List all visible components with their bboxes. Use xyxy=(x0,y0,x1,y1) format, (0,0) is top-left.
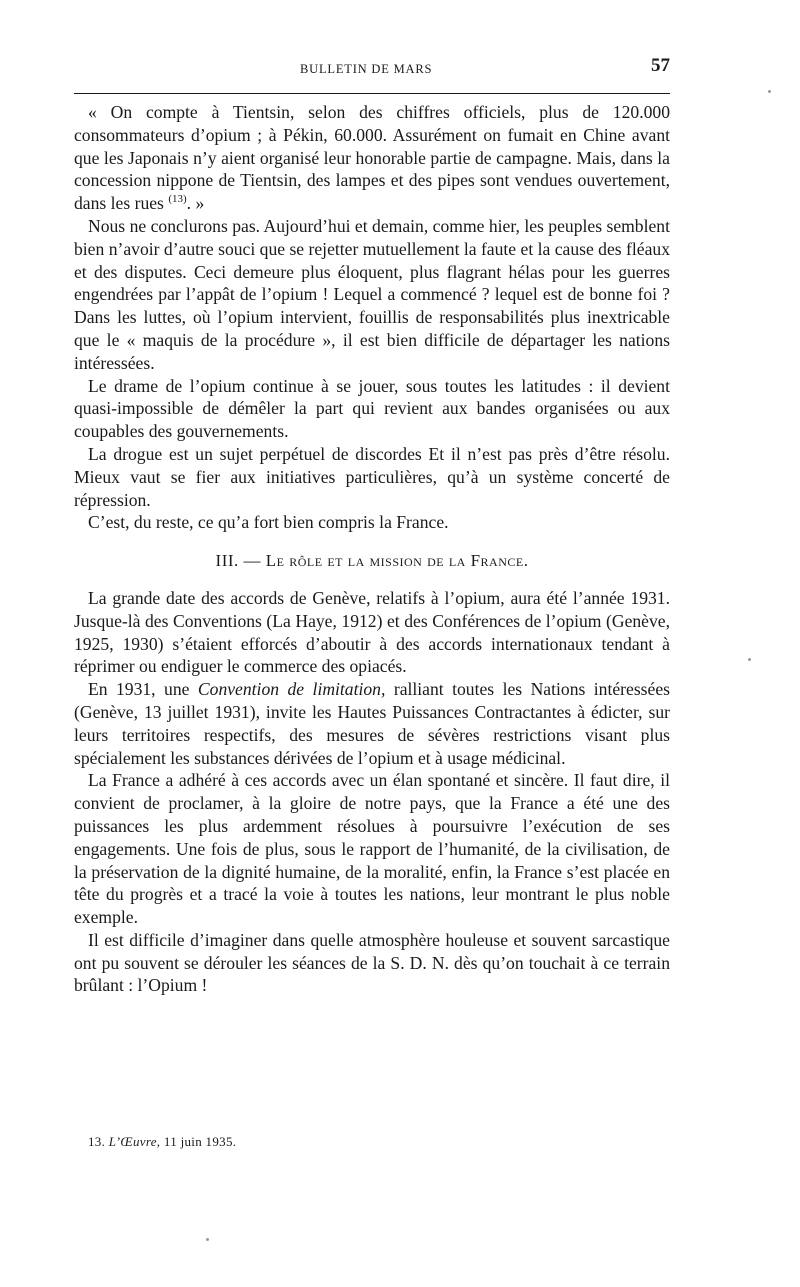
quote-end: . » xyxy=(186,193,205,214)
page-number: 57 xyxy=(651,55,670,76)
paragraph: C’est, du reste, ce qu’a fort bien compris la France. xyxy=(88,512,449,533)
footnote xyxy=(88,1134,236,1150)
footnote-source: L’Œuvre, xyxy=(108,1134,161,1149)
paragraph: Nous ne conclurons pas. Aujourd’hui et demain, comme hier, les peuples semblent bien n’avoir d’autre souci que se rejetter mutuellement la faute et la cause des fléaux et des disputes. Ceci demeure plus éloquent, plus flagrant hélas pour les guerres engendrées par l’appât de l’opium ! Lequel a commencé ? lequel est de bonne foi ? Dans les luttes, où l’opium intervient, fouillis de responsabilités plus inextricable que le « maquis de la procédure », il est bien difficile de départager les nations intéressées. xyxy=(74,215,670,373)
paragraph: La France a adhéré à ces accords avec un élan spontané et sincère. Il faut dire, il convient de proclamer, à la gloire de notre pays, que la France a été une des puissances les plus ardemment résolues à poursuivre l’exécution de ses engagements. Une fois de plus, sous le rapport de l’humanité, de la civilisation, de la préservation de la dignité humaine, de la moralité, enfin, la France s’est placée en tête du progrès et a tracé la voie à toutes les nations, leur montrant le plus noble exemple. xyxy=(74,770,670,928)
text-run: En 1931, une xyxy=(88,679,190,700)
section-heading: III. — Le rôle et la mission de la France. xyxy=(215,551,529,571)
paragraph: Il est difficile d’imaginer dans quelle atmosphère houleuse et souvent sarcastique ont pu souvent se dérouler les séances de la S. D. N. dès qu’on touchait à ce terrain brûlant : l’Opium ! xyxy=(74,929,670,996)
header-rule xyxy=(74,93,670,94)
paragraph: La grande date des accords de Genève, relatifs à l’opium, aura été l’année 1931. Jusque-là des Conventions (La Haye, 1912) et des Conférences de l’opium (Genève, 1925, 1930) s’étaient efforcés d’aboutir à des accords internationaux tendant à réprimer ou endiguer le commerce des opiacés. xyxy=(74,587,670,677)
page-header xyxy=(74,52,670,84)
paragraph: Le drame de l’opium continue à se jouer, sous toutes les latitudes : il devient quasi-impossible de démêler la part qui revient aux bandes organisées ou aux coupables des gouvernements. xyxy=(74,375,670,442)
paragraph: La drogue est un sujet perpétuel de discordes Et il n’est pas près d’être résolu. Mieux vaut se fier aux initiatives particulières, qu’à un système concerté de répression. xyxy=(74,443,670,510)
footnote-date: 11 juin 1935. xyxy=(163,1134,237,1149)
footnote-number: 13. xyxy=(88,1134,106,1149)
article-body xyxy=(74,101,670,997)
quote-text: « On compte à Tientsin, selon des chiffres officiels, plus de 120.000 consommateurs d’opium ; à Pékin, 60.000. Assurément on fumait en Chine avant que les Japonais n’y aient organisé leur honorable partie de campagne. Mais, dans la concession nippone de Tientsin, des lampes et des pipes sont vendues ouvertement, dans les rues xyxy=(74,102,670,214)
paper-speck xyxy=(748,658,751,661)
running-title: BULLETIN DE MARS xyxy=(300,62,433,76)
footnote-reference: (13) xyxy=(168,193,187,206)
paper-speck xyxy=(206,1238,209,1241)
text-run: ralliant toutes les Nations intéressées (Genève, 13 juillet 1931), invite les Hautes Puissances Contractantes à édicter, sur leurs territoires respectifs, des mesures de sévères restrictions visant plus spécialement les substances dérivées de l’opium et à usage médicinal. xyxy=(74,679,670,768)
paragraph xyxy=(74,678,670,769)
italic-title: Convention de limitation, xyxy=(197,679,386,700)
paper-speck xyxy=(768,90,771,93)
paragraph-quote xyxy=(74,101,670,215)
